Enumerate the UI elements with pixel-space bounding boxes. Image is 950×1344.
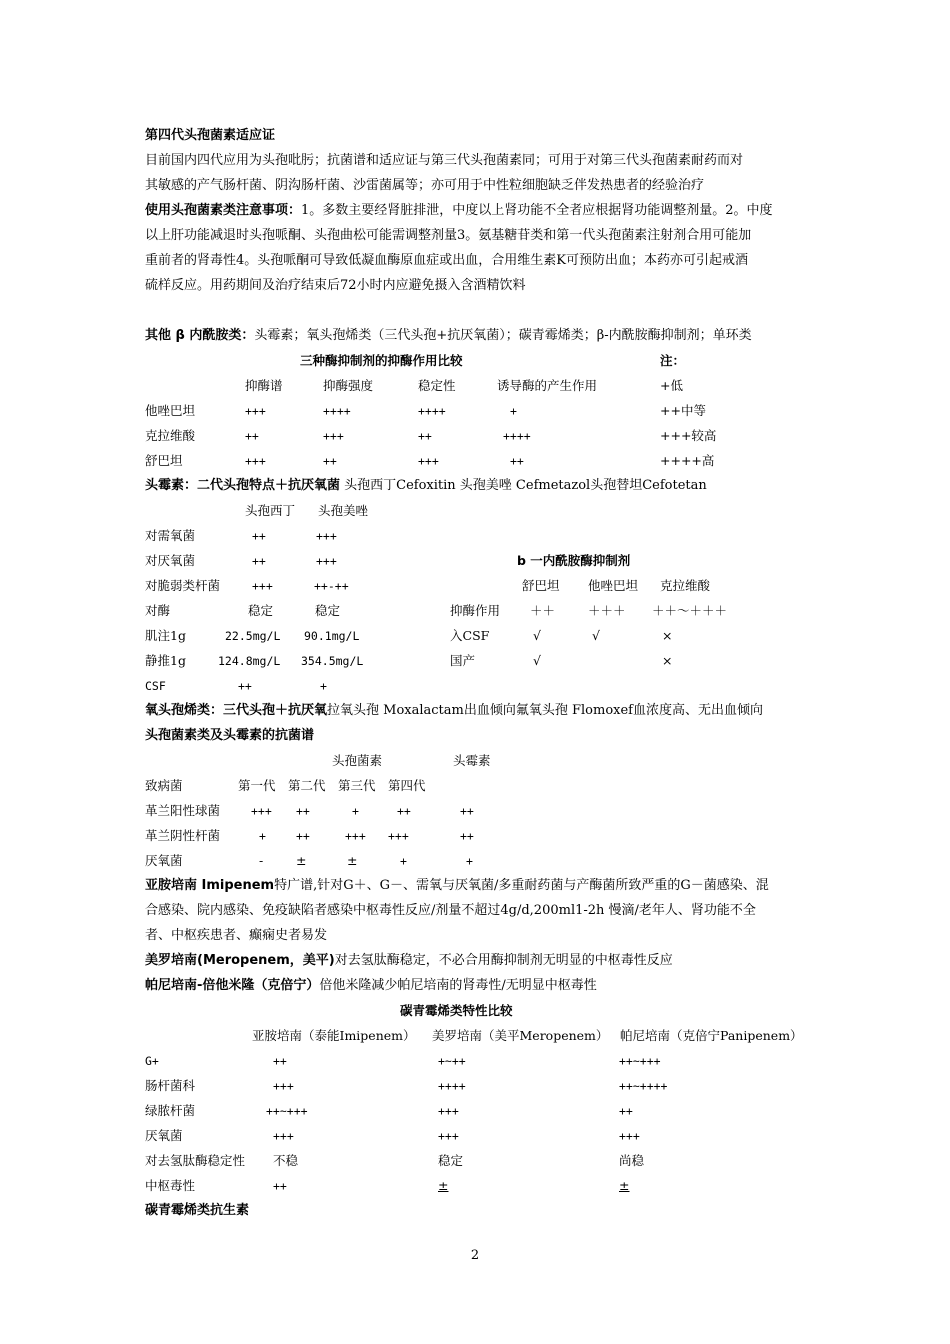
legend-item: ++++高	[660, 453, 715, 468]
table-row-label: 革兰阳性球菌	[145, 803, 221, 818]
legend-item: +低	[660, 378, 683, 393]
table-cell: ++	[252, 529, 266, 543]
panipenem-label: 帕尼培南-倍他米隆（克倍宁）	[145, 978, 320, 993]
table-row-label: 舒巴坦	[145, 453, 183, 468]
table-cell: ±	[296, 853, 307, 868]
table-cell: ++++	[418, 404, 446, 418]
table-cell: ++	[296, 829, 310, 843]
inhibitor-table-title: b 一内酰胺酶抑制剂	[517, 553, 631, 568]
table-cell: 354.5mg/L	[301, 654, 364, 668]
cephamycin-line	[145, 477, 707, 495]
caution-text: 1。多数主要经肾脏排泄，中度以上肾功能不全者应根据肾功能调整剂量。2。中度	[301, 203, 773, 218]
caution-line: 以上肝功能减退时头孢哌酮、头孢曲松可能需调整剂量3。氨基糖苷类和第一代头孢菌素注射剂合用可能加	[145, 228, 752, 243]
panipenem-text: 倍他米隆减少帕尼培南的肾毒性/无明显中枢毒性	[319, 978, 597, 993]
table-header: 克拉维酸	[660, 578, 711, 593]
table-cell: 22.5mg/L	[225, 629, 281, 643]
table-row-label: 厌氧菌	[145, 853, 183, 868]
table-cell: ++++	[503, 429, 531, 443]
paragraph-line: 其敏感的产气肠杆菌、阴沟肠杆菌、沙雷菌属等；亦可用于中性粒细胞缺乏伴发热患者的经验治疗	[145, 178, 705, 193]
table-row-label: 抑酶作用	[450, 603, 501, 618]
legend-item: ++中等	[660, 403, 706, 418]
table-row-label: 对脆弱类杆菌	[145, 578, 221, 593]
table-cell: ++	[418, 429, 432, 443]
table-cell: ++	[619, 1104, 633, 1118]
table-header: 第一代	[238, 778, 276, 793]
table-row-label: 国产	[450, 653, 476, 668]
table-cell: ++++	[438, 1079, 466, 1093]
table-cell: +++	[252, 579, 273, 593]
table-header: 舒巴坦	[522, 578, 560, 593]
table-cell: ++	[273, 1054, 287, 1068]
table-cell: +	[259, 829, 266, 843]
paragraph-line: 目前国内四代应用为头孢吡肟；抗菌谱和适应证与第三代头孢菌素同；可用于对第三代头孢菌素耐药而对	[145, 153, 744, 168]
table-header: 稳定性	[418, 378, 456, 393]
cephamycin-label: 头霉素：二代头孢特点＋抗厌氧菌	[145, 478, 341, 493]
caution-line: 重前者的肾毒性4。头孢哌酮可导致低凝血酶原血症或出血，合用维生素K可预防出血；本药亦可引起戒酒	[145, 253, 748, 268]
table-row-label: 入CSF	[450, 628, 490, 643]
table-cell: +~++	[438, 1054, 466, 1068]
table-row-label: 静推1g	[145, 653, 186, 668]
table-cell: +	[352, 804, 359, 818]
imipenem-line: 合感染、院内感染、免疫缺陷者感染中枢毒性反应/剂量不超过4g/d,200ml1-2h 慢滴/老年人、肾功能不全	[145, 903, 756, 918]
table-cell: ++~+++	[619, 1054, 661, 1068]
table-cell: ±	[619, 1178, 630, 1193]
table-row-label: 克拉维酸	[145, 428, 196, 443]
table-cell: 124.8mg/L	[218, 654, 281, 668]
table-header: 第三代	[338, 778, 376, 793]
table-header: 头孢西丁	[245, 503, 296, 518]
imipenem-line	[145, 877, 769, 895]
table-cell: +	[466, 854, 473, 868]
table-header: 头孢美唑	[318, 503, 369, 518]
table-row-label: 肠杆菌科	[145, 1078, 196, 1093]
table-cell: ++	[273, 1179, 287, 1193]
table-cell: +++	[619, 1129, 640, 1143]
table-cell: ++	[397, 804, 411, 818]
oxacephem-line	[145, 702, 763, 720]
table-cell: ±	[347, 853, 358, 868]
table-row-label: 对厌氧菌	[145, 553, 196, 568]
table-cell: ×	[662, 653, 673, 668]
table-header: 帕尼培南（克倍宁Panipenem）	[620, 1028, 803, 1043]
table-cell: +++	[345, 829, 366, 843]
table-note-label: 注：	[660, 353, 686, 368]
meropenem-line	[145, 952, 673, 970]
table-row-label: 革兰阴性杆菌	[145, 828, 221, 843]
table-cell: +++	[245, 454, 266, 468]
table-cell: +++	[438, 1129, 459, 1143]
table-header: 亚胺培南（泰能Imipenem）	[252, 1028, 416, 1043]
imipenem-label: 亚胺培南 Imipenem	[145, 878, 275, 893]
table-cell: +++	[418, 454, 439, 468]
table-cell: +++	[388, 829, 409, 843]
table-header: 第二代	[288, 778, 326, 793]
table-cell: ＋＋＋	[588, 603, 626, 618]
other-betalactams-line	[145, 327, 752, 345]
table-cell: ++	[460, 804, 474, 818]
table-row-label: 绿脓杆菌	[145, 1103, 196, 1118]
legend-item: +++较高	[660, 428, 717, 443]
table-cell: ++	[252, 554, 266, 568]
table-cell: √	[533, 653, 541, 668]
table-header: 美罗培南（美平Meropenem）	[432, 1028, 609, 1043]
table-cell: +	[320, 679, 327, 693]
table-cell: ++	[296, 804, 310, 818]
table-row-label: 肌注1g	[145, 628, 186, 643]
table-cell: 稳定	[438, 1153, 464, 1168]
table-cell: ＋＋	[530, 603, 556, 618]
table-cell: -	[259, 853, 264, 868]
table-cell: ±	[438, 1178, 449, 1193]
table-cell: ++	[510, 454, 524, 468]
table-cell: +++	[273, 1129, 294, 1143]
caution-label: 使用头孢菌素类注意事项：	[145, 203, 302, 218]
panipenem-line	[145, 977, 597, 995]
table-cell: +++	[251, 804, 272, 818]
table-cell: +++	[316, 554, 337, 568]
cephamycin-text: 头孢西丁Cefoxitin 头孢美唑 Cefmetazol头孢替坦Cefotetan	[340, 478, 707, 493]
other-label: 其他 β 内酰胺类：	[145, 328, 255, 343]
table-row-label: 对需氧菌	[145, 528, 196, 543]
table-cell: ++++	[323, 404, 351, 418]
table-cell: +++	[273, 1079, 294, 1093]
table-header: 抑酶谱	[245, 378, 283, 393]
meropenem-label: 美罗培南(Meropenem，美平)	[145, 953, 335, 968]
imipenem-line: 者、中枢疾患者、癫痫史者易发	[145, 928, 328, 943]
table-cell: +	[400, 854, 407, 868]
table-row-label: G+	[145, 1054, 159, 1068]
table-row-label: 厌氧菌	[145, 1128, 183, 1143]
table-cell: 90.1mg/L	[304, 629, 360, 643]
table-cell: +++	[438, 1104, 459, 1118]
table-cell: 不稳	[273, 1153, 299, 1168]
table-header: 诱导酶的产生作用	[497, 378, 598, 393]
caution-line: 硫样反应。用药期间及治疗结束后72小时内应避免摄入含酒精饮料	[145, 278, 526, 293]
table-cell: 稳定	[315, 603, 341, 618]
table-cell: ＋＋～＋＋＋	[652, 603, 728, 618]
table-cell: 稳定	[248, 603, 274, 618]
table-row-header: 致病菌	[145, 778, 183, 793]
caution-line	[145, 202, 773, 220]
table-cell: 尚稳	[619, 1153, 645, 1168]
table-group-header: 头孢菌素	[332, 753, 383, 768]
carbapenem-table-title: 碳青霉烯类特性比较	[400, 1003, 513, 1018]
table-cell: √	[592, 628, 600, 643]
table-cell: +++	[316, 529, 337, 543]
page-number: 2	[470, 1248, 480, 1263]
table-header: 第四代	[388, 778, 426, 793]
table-title: 三种酶抑制剂的抑酶作用比较	[300, 353, 463, 368]
table-cell: ++~++++	[619, 1079, 668, 1093]
table-row-label: 他唑巴坦	[145, 403, 196, 418]
other-text: 头霉素；氧头孢烯类（三代头孢+抗厌氧菌）；碳青霉烯类；β-内酰胺酶抑制剂；单环类	[254, 328, 752, 343]
table-header: 抑酶强度	[323, 378, 374, 393]
table-header: 他唑巴坦	[588, 578, 639, 593]
table-cell: +++	[323, 429, 344, 443]
oxacephem-label: 氧头孢烯类：三代头孢＋抗厌氧	[145, 703, 328, 718]
oxacephem-text: 拉氧头孢 Moxalactam出血倾向氟氧头孢 Flomoxef血浓度高、无出血倾向	[327, 703, 763, 718]
table-group-header: 头霉素	[453, 753, 491, 768]
table-cell: ×	[662, 628, 673, 643]
table-cell: ++-++	[314, 579, 349, 593]
table-cell: ++	[238, 679, 252, 693]
table-cell: +	[510, 404, 517, 418]
table-row-label: 中枢毒性	[145, 1178, 196, 1193]
table-cell: ++~+++	[266, 1104, 308, 1118]
table-cell: √	[533, 628, 541, 643]
table-row-label: 对去氢肽酶稳定性	[145, 1153, 246, 1168]
imipenem-text: 特广谱,针对G＋、G－、需氧与厌氧菌/多重耐药菌与产酶菌所致严重的G－菌感染、混	[274, 878, 769, 893]
section-heading: 碳青霉烯类抗生素	[145, 1203, 250, 1218]
table-cell: +++	[245, 404, 266, 418]
table-row-label: 对酶	[145, 603, 171, 618]
section-title-4th-gen: 第四代头孢菌素适应证	[145, 128, 276, 143]
table-cell: ++	[460, 829, 474, 843]
table-cell: ++	[245, 429, 259, 443]
spectrum-table-title: 头孢菌素类及头霉素的抗菌谱	[145, 728, 315, 743]
table-row-label: CSF	[145, 679, 166, 693]
table-cell: ++	[323, 454, 337, 468]
meropenem-text: 对去氢肽酶稳定，不必合用酶抑制剂无明显的中枢毒性反应	[334, 953, 673, 968]
